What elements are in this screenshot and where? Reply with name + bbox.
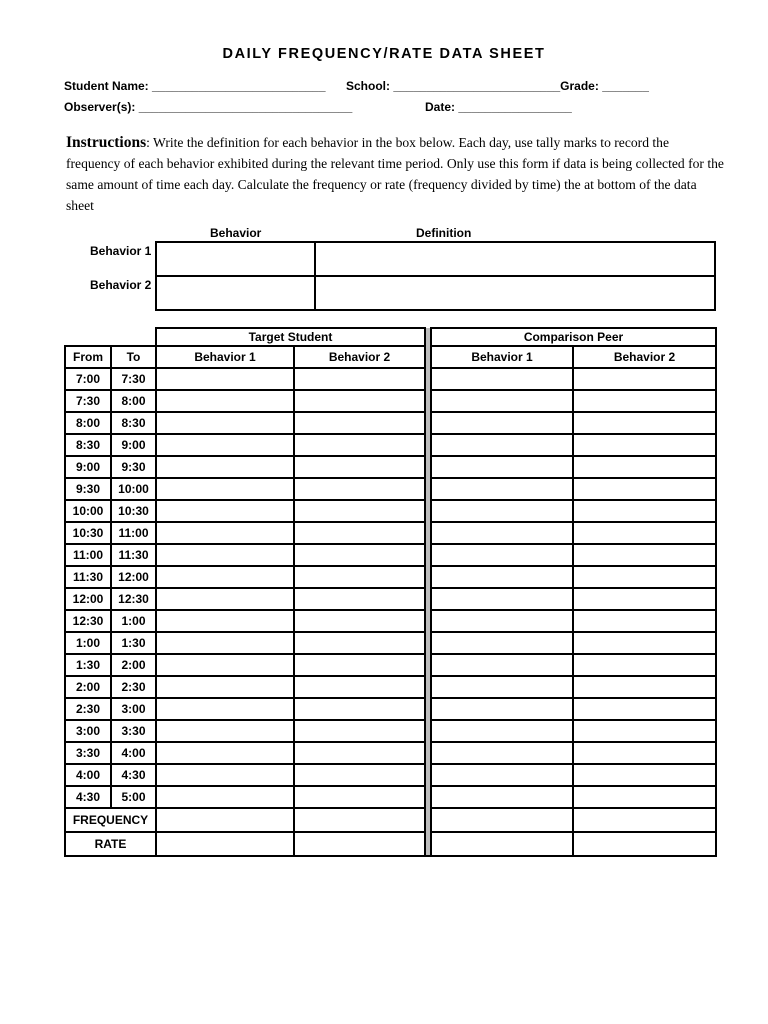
target-behavior-1-tally-cell[interactable] [156, 632, 294, 654]
peer-behavior-1-tally-cell[interactable] [431, 786, 573, 808]
peer-behavior-2-tally-cell[interactable] [573, 544, 716, 566]
target-behavior-2-tally-cell[interactable] [294, 720, 425, 742]
time-slot-row [65, 412, 716, 434]
time-slot-row [65, 632, 716, 654]
peer-behavior-2-header: Behavior 2 [573, 346, 716, 368]
from-time: 1:30 [65, 654, 111, 676]
from-time: 2:00 [65, 676, 111, 698]
time-slot-row [65, 434, 716, 456]
target-behavior-2-tally-cell[interactable] [294, 632, 425, 654]
instructions-lead: Instructions [66, 134, 147, 151]
time-slot-row [65, 698, 716, 720]
to-time: 11:30 [111, 544, 156, 566]
target-behavior-2-tally-cell[interactable] [294, 522, 425, 544]
peer-behavior-1-tally-cell[interactable] [431, 368, 573, 390]
target-behavior-1-tally-cell[interactable] [156, 764, 294, 786]
target-behavior-1-tally-cell[interactable] [156, 566, 294, 588]
time-slot-row [65, 786, 716, 808]
from-time: 4:00 [65, 764, 111, 786]
target-behavior-2-frequency-cell[interactable] [294, 808, 425, 832]
from-time: 7:00 [65, 368, 111, 390]
peer-behavior-1-tally-cell[interactable] [431, 654, 573, 676]
time-slot-row [65, 764, 716, 786]
time-slot-row [65, 368, 716, 390]
sheet-title: DAILY FREQUENCY/RATE DATA SHEET [222, 46, 546, 62]
peer-behavior-1-tally-cell[interactable] [431, 588, 573, 610]
instructions-text: : Write the definition for each behavior in the box below. Each day, use tally marks to record the frequency of each behavior exhibited during the relevant time period. Only use this form if data is being collected for the same amount of time each day. Calculate the frequency or rate (frequency divided by time) the at bottom of the data sheet [66, 135, 724, 213]
peer-behavior-2-tally-cell[interactable] [573, 478, 716, 500]
peer-behavior-1-tally-cell[interactable] [431, 522, 573, 544]
to-time: 10:30 [111, 500, 156, 522]
behavior-1-label: Behavior 1 [90, 244, 152, 258]
from-time: 9:00 [65, 456, 111, 478]
from-time: 11:30 [65, 566, 111, 588]
peer-behavior-2-tally-cell[interactable] [573, 522, 716, 544]
time-slot-row [65, 676, 716, 698]
target-behavior-1-tally-cell[interactable] [156, 720, 294, 742]
to-time: 8:00 [111, 390, 156, 412]
target-behavior-1-tally-cell[interactable] [156, 676, 294, 698]
peer-behavior-1-tally-cell[interactable] [431, 478, 573, 500]
from-time: 3:30 [65, 742, 111, 764]
time-slot-row [65, 742, 716, 764]
from-time: 12:30 [65, 610, 111, 632]
peer-behavior-1-tally-cell[interactable] [431, 390, 573, 412]
target-behavior-1-tally-cell[interactable] [156, 698, 294, 720]
time-slot-row [65, 522, 716, 544]
date-field[interactable]: Date: _________________ [425, 100, 572, 114]
from-column-header: From [65, 346, 111, 368]
to-time: 1:00 [111, 610, 156, 632]
target-behavior-1-tally-cell[interactable] [156, 544, 294, 566]
comparison-peer-header: Comparison Peer [431, 328, 716, 346]
target-behavior-1-tally-cell[interactable] [156, 434, 294, 456]
target-behavior-2-tally-cell[interactable] [294, 478, 425, 500]
peer-behavior-2-tally-cell[interactable] [573, 368, 716, 390]
to-time: 9:30 [111, 456, 156, 478]
school-grade-field[interactable]: School: _________________________Grade: _______ [346, 79, 649, 93]
target-behavior-2-header: Behavior 2 [294, 346, 425, 368]
to-time: 3:00 [111, 698, 156, 720]
to-time: 10:00 [111, 478, 156, 500]
peer-behavior-2-tally-cell[interactable] [573, 632, 716, 654]
peer-behavior-1-tally-cell[interactable] [431, 676, 573, 698]
peer-behavior-1-tally-cell[interactable] [431, 610, 573, 632]
peer-behavior-1-header: Behavior 1 [431, 346, 573, 368]
target-behavior-1-tally-cell[interactable] [156, 742, 294, 764]
instructions-paragraph [66, 132, 726, 216]
peer-behavior-2-tally-cell[interactable] [573, 676, 716, 698]
to-time: 9:00 [111, 434, 156, 456]
target-behavior-1-header: Behavior 1 [156, 346, 294, 368]
peer-behavior-2-rate-cell[interactable] [573, 832, 716, 856]
target-behavior-2-tally-cell[interactable] [294, 412, 425, 434]
target-behavior-1-tally-cell[interactable] [156, 654, 294, 676]
time-slot-row [65, 478, 716, 500]
from-time: 10:00 [65, 500, 111, 522]
target-behavior-1-tally-cell[interactable] [156, 522, 294, 544]
peer-behavior-1-tally-cell[interactable] [431, 764, 573, 786]
target-behavior-1-tally-cell[interactable] [156, 786, 294, 808]
behavior-column-header: Behavior [210, 226, 262, 240]
definition-row [156, 276, 715, 310]
target-behavior-2-tally-cell[interactable] [294, 456, 425, 478]
time-slot-row [65, 588, 716, 610]
target-behavior-2-tally-cell[interactable] [294, 544, 425, 566]
peer-behavior-2-tally-cell[interactable] [573, 412, 716, 434]
peer-behavior-2-tally-cell[interactable] [573, 742, 716, 764]
peer-behavior-2-tally-cell[interactable] [573, 610, 716, 632]
frequency-data-table [64, 327, 717, 857]
student-name-field[interactable]: Student Name: __________________________ [64, 79, 326, 93]
peer-behavior-1-tally-cell[interactable] [431, 698, 573, 720]
peer-behavior-2-frequency-cell[interactable] [573, 808, 716, 832]
target-behavior-1-tally-cell[interactable] [156, 368, 294, 390]
to-time: 2:30 [111, 676, 156, 698]
from-time: 12:00 [65, 588, 111, 610]
group-header-row [65, 328, 716, 346]
frequency-row [65, 808, 716, 832]
peer-behavior-2-tally-cell[interactable] [573, 456, 716, 478]
peer-behavior-2-tally-cell[interactable] [573, 654, 716, 676]
to-time: 1:30 [111, 632, 156, 654]
target-behavior-2-tally-cell[interactable] [294, 368, 425, 390]
peer-behavior-1-tally-cell[interactable] [431, 434, 573, 456]
target-student-header: Target Student [156, 328, 425, 346]
time-slot-row [65, 456, 716, 478]
peer-behavior-2-tally-cell[interactable] [573, 786, 716, 808]
to-time: 12:00 [111, 566, 156, 588]
to-time: 8:30 [111, 412, 156, 434]
target-behavior-2-tally-cell[interactable] [294, 390, 425, 412]
target-behavior-2-tally-cell[interactable] [294, 786, 425, 808]
time-slot-row [65, 566, 716, 588]
peer-behavior-2-tally-cell[interactable] [573, 764, 716, 786]
peer-behavior-2-tally-cell[interactable] [573, 588, 716, 610]
target-behavior-1-tally-cell[interactable] [156, 456, 294, 478]
peer-behavior-2-tally-cell[interactable] [573, 390, 716, 412]
peer-behavior-1-tally-cell[interactable] [431, 742, 573, 764]
peer-behavior-2-tally-cell[interactable] [573, 720, 716, 742]
time-slot-row [65, 544, 716, 566]
from-time: 8:00 [65, 412, 111, 434]
target-behavior-1-tally-cell[interactable] [156, 588, 294, 610]
peer-behavior-2-tally-cell[interactable] [573, 434, 716, 456]
rate-label: RATE [65, 832, 156, 856]
target-behavior-2-tally-cell[interactable] [294, 764, 425, 786]
target-behavior-2-tally-cell[interactable] [294, 676, 425, 698]
to-time: 11:00 [111, 522, 156, 544]
behavior-1-definition-cell[interactable] [315, 242, 715, 276]
from-time: 7:30 [65, 390, 111, 412]
from-time: 8:30 [65, 434, 111, 456]
frequency-label: FREQUENCY [65, 808, 156, 832]
time-slot-row [65, 610, 716, 632]
time-slot-row [65, 390, 716, 412]
behavior-2-label: Behavior 2 [90, 278, 152, 292]
from-time: 3:00 [65, 720, 111, 742]
from-time: 4:30 [65, 786, 111, 808]
target-behavior-2-tally-cell[interactable] [294, 566, 425, 588]
from-time: 10:30 [65, 522, 111, 544]
target-behavior-2-tally-cell[interactable] [294, 500, 425, 522]
target-behavior-1-tally-cell[interactable] [156, 390, 294, 412]
time-slot-row [65, 654, 716, 676]
behavior-2-definition-cell[interactable] [315, 276, 715, 310]
target-behavior-1-tally-cell[interactable] [156, 478, 294, 500]
peer-behavior-2-tally-cell[interactable] [573, 500, 716, 522]
from-time: 1:00 [65, 632, 111, 654]
observers-field[interactable]: Observer(s): ________________________________ [64, 100, 353, 114]
target-behavior-2-tally-cell[interactable] [294, 742, 425, 764]
peer-behavior-1-tally-cell[interactable] [431, 544, 573, 566]
to-time: 3:30 [111, 720, 156, 742]
target-behavior-1-tally-cell[interactable] [156, 412, 294, 434]
peer-behavior-1-frequency-cell[interactable] [431, 808, 573, 832]
behavior-2-name-cell[interactable] [156, 276, 315, 310]
peer-behavior-2-tally-cell[interactable] [573, 698, 716, 720]
target-behavior-2-tally-cell[interactable] [294, 434, 425, 456]
target-behavior-2-tally-cell[interactable] [294, 610, 425, 632]
rate-row [65, 832, 716, 856]
to-time: 7:30 [111, 368, 156, 390]
target-behavior-1-tally-cell[interactable] [156, 610, 294, 632]
to-time: 12:30 [111, 588, 156, 610]
to-column-header: To [111, 346, 156, 368]
to-time: 4:30 [111, 764, 156, 786]
target-behavior-2-tally-cell[interactable] [294, 698, 425, 720]
definition-row [156, 242, 715, 276]
peer-behavior-1-tally-cell[interactable] [431, 566, 573, 588]
target-behavior-2-tally-cell[interactable] [294, 654, 425, 676]
peer-behavior-1-tally-cell[interactable] [431, 500, 573, 522]
definition-column-header: Definition [416, 226, 472, 240]
to-time: 4:00 [111, 742, 156, 764]
peer-behavior-1-tally-cell[interactable] [431, 412, 573, 434]
peer-behavior-1-rate-cell[interactable] [431, 832, 573, 856]
target-behavior-1-rate-cell[interactable] [156, 832, 294, 856]
target-behavior-2-rate-cell[interactable] [294, 832, 425, 856]
peer-behavior-1-tally-cell[interactable] [431, 720, 573, 742]
to-time: 2:00 [111, 654, 156, 676]
from-time: 9:30 [65, 478, 111, 500]
target-behavior-2-tally-cell[interactable] [294, 588, 425, 610]
definition-table [155, 241, 716, 311]
time-slot-row [65, 500, 716, 522]
peer-behavior-2-tally-cell[interactable] [573, 566, 716, 588]
target-behavior-1-tally-cell[interactable] [156, 500, 294, 522]
from-time: 11:00 [65, 544, 111, 566]
behavior-1-name-cell[interactable] [156, 242, 315, 276]
peer-behavior-1-tally-cell[interactable] [431, 632, 573, 654]
time-slot-row [65, 720, 716, 742]
column-header-row [65, 346, 716, 368]
target-behavior-1-frequency-cell[interactable] [156, 808, 294, 832]
from-time: 2:30 [65, 698, 111, 720]
to-time: 5:00 [111, 786, 156, 808]
peer-behavior-1-tally-cell[interactable] [431, 456, 573, 478]
